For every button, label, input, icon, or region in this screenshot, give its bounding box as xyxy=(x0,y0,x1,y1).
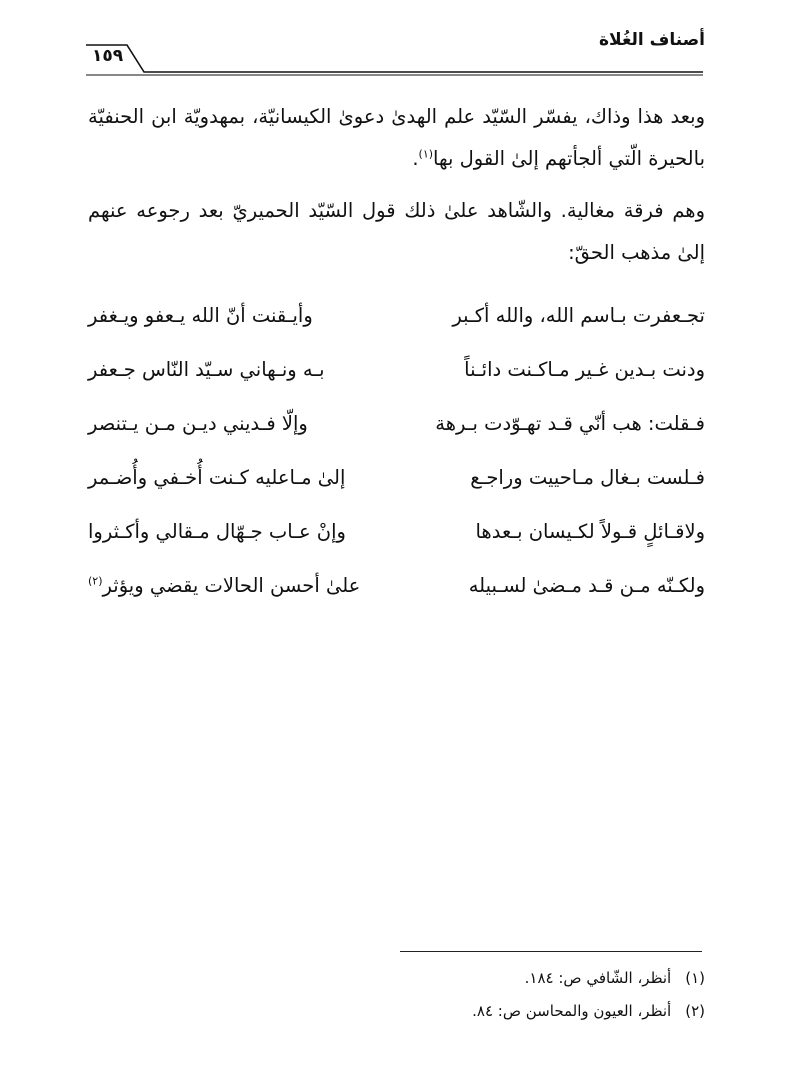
verse-second-hemistich: وإنْ عـاب جـهّال مـقالي وأكـثروا xyxy=(88,519,346,543)
verse-second-hemistich: إلىٰ مـاعليه كـنت أُخـفي وأُضـمر xyxy=(88,465,346,489)
footnote-ref-1: (١) xyxy=(418,147,434,161)
header-rule xyxy=(0,0,791,100)
footnote-ref-2: (٢) xyxy=(88,574,103,587)
verse-first-hemistich: فـقلت: هب أنّي قـد تهـوّدت بـرهة xyxy=(435,411,705,435)
paragraph-kaysaniyya xyxy=(88,96,705,180)
running-header-title: أصناف الغُلاة xyxy=(599,30,705,50)
poem-verse xyxy=(88,504,705,558)
footnote-number: (٢) xyxy=(685,1002,705,1020)
poem-verse xyxy=(88,342,705,396)
verse-second-hemistich: وأيـقنت أنّ الله يـعفو ويـغفر xyxy=(88,303,313,327)
paragraph-himyari: وهم فرقة مغالية. والشّاهد علىٰ ذلك قول السّيّد الحميريّ بعد رجوعه عنهم إلىٰ مذهب الحقّ: xyxy=(88,199,705,264)
poem-verse xyxy=(88,450,705,504)
paragraph-1-end: . xyxy=(412,147,419,170)
footnote-text: أنظر، العيون والمحاسن ص: ٨٤. xyxy=(472,1002,672,1020)
footnote-number: (١) xyxy=(685,969,705,987)
paragraph-1-text: وبعد هذا وذاك، يفسّر السّيّد علم الهدىٰ دعوىٰ الكيسانيّة، بمهدويّة ابن الحنفيّة بالحيرة الّتي ألجأتهم إلىٰ القول بها xyxy=(88,105,705,170)
footnote-text: أنظر، الشّافي ص: ١٨٤. xyxy=(524,969,672,987)
page-number: ١٥٩ xyxy=(92,46,124,66)
verse-second-hemistich: بـه ونـهاني سـيّد النّاس جـعفر xyxy=(88,357,325,381)
verse-first-hemistich: ودنت بـدين غـير مـاكـنت دائـناً xyxy=(464,357,705,381)
footnotes xyxy=(85,962,705,1028)
footnote-1 xyxy=(85,962,705,995)
poem xyxy=(88,288,705,612)
verse-second-hemistich: وإلّا فـديني ديـن مـن يـتنصر xyxy=(88,411,308,435)
poem-verse xyxy=(88,558,705,612)
footnote-2 xyxy=(85,995,705,1028)
verse-first-hemistich: ولاقـائلٍ قـولاً لكـيسان بـعدها xyxy=(475,519,705,543)
verse-second-hemistich-text: علىٰ أحسن الحالات يقضي ويؤثر xyxy=(102,573,361,597)
verse-first-hemistich: تجـعفرت بـاسم الله، والله أكـبر xyxy=(452,303,705,327)
footnote-separator xyxy=(400,951,702,952)
verse-first-hemistich: فـلست بـغال مـاحييت وراجـع xyxy=(470,465,705,489)
poem-verse xyxy=(88,396,705,450)
verse-second-hemistich xyxy=(88,574,388,597)
poem-verse xyxy=(88,288,705,342)
verse-first-hemistich: ولكـنّه مـن قـد مـضىٰ لسـبيله xyxy=(468,573,705,597)
